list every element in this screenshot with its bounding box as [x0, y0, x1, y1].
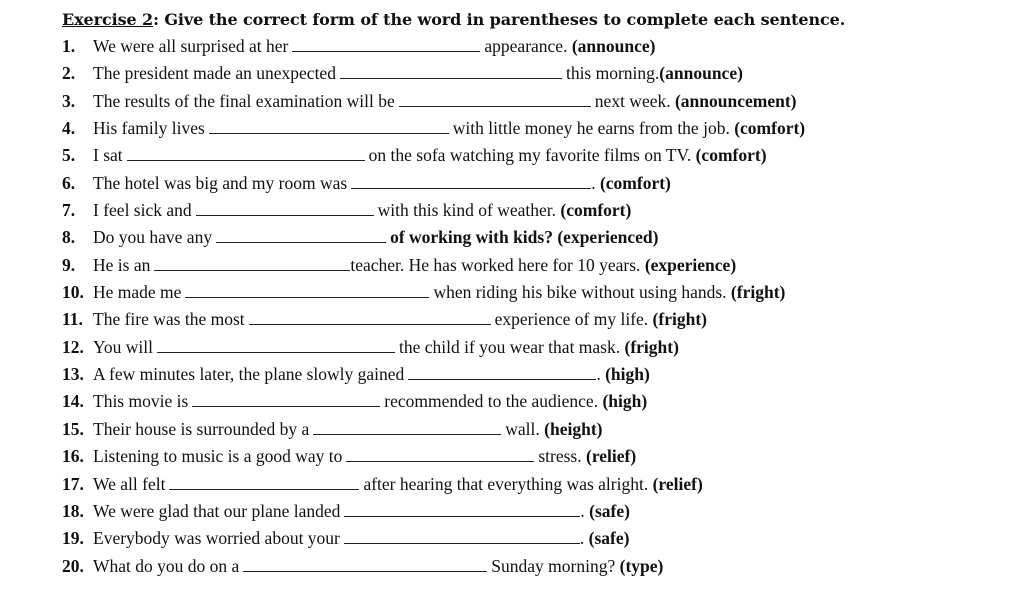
- answer-blank[interactable]: [344, 502, 580, 517]
- word-hint: (safe): [589, 500, 630, 521]
- item-number: 11.: [62, 309, 83, 330]
- item-number: 17.: [62, 473, 84, 494]
- item-text-after: on the sofa watching my favorite films on TV.: [368, 145, 692, 166]
- item-text-after: with little money he earns from the job.: [452, 118, 730, 139]
- answer-blank[interactable]: [169, 475, 359, 490]
- item-text-after: Sunday morning?: [491, 555, 616, 576]
- item-text-before: The hotel was big and my room was: [93, 172, 348, 193]
- item-text-before: The fire was the most: [93, 309, 245, 330]
- exercise-item: [62, 60, 962, 87]
- item-text-before: Everybody was worried about your: [93, 528, 340, 549]
- item-text-before: We were glad that our plane landed: [93, 500, 341, 521]
- item-number: 14.: [62, 391, 84, 412]
- answer-blank[interactable]: [157, 338, 395, 353]
- item-text-before: Do you have any: [93, 227, 213, 248]
- word-hint: (type): [619, 555, 664, 576]
- item-text-after: .: [591, 172, 596, 193]
- answer-blank[interactable]: [313, 420, 501, 435]
- exercise-item: [62, 115, 962, 142]
- exercise-item: [62, 525, 962, 552]
- item-text-after: stress.: [538, 446, 582, 467]
- item-text-after: wall.: [505, 418, 540, 439]
- item-number: 1.: [62, 36, 76, 56]
- answer-blank[interactable]: [346, 447, 534, 462]
- item-text-after: after hearing that everything was alright.: [363, 473, 649, 494]
- item-number: 5.: [62, 145, 76, 166]
- answer-blank[interactable]: [399, 92, 591, 107]
- item-number: 13.: [62, 364, 84, 385]
- item-number: 2.: [62, 63, 76, 84]
- word-hint: (announce): [571, 36, 656, 56]
- exercise-item: [62, 224, 962, 251]
- item-number: 18.: [62, 500, 84, 521]
- word-hint: (safe): [588, 528, 630, 549]
- item-text-after: with this kind of weather.: [377, 200, 557, 221]
- exercise-item: [62, 443, 962, 470]
- item-text-before: You will: [93, 336, 153, 357]
- word-hint: (fright): [624, 336, 679, 357]
- answer-blank[interactable]: [216, 228, 386, 243]
- word-hint: (experienced): [557, 227, 659, 248]
- item-text-before: A few minutes later, the plane slowly gained: [93, 364, 405, 385]
- answer-blank[interactable]: [127, 146, 365, 161]
- exercise-item: [62, 498, 962, 525]
- exercise-item: [62, 388, 962, 415]
- answer-blank[interactable]: [192, 392, 380, 407]
- word-hint: (relief): [586, 446, 637, 467]
- word-hint: (comfort): [560, 200, 632, 221]
- item-text-after: next week.: [594, 90, 671, 111]
- exercise-item: [62, 197, 962, 224]
- item-text-before: I sat: [93, 145, 123, 166]
- word-hint: (high): [602, 391, 648, 412]
- exercise-item: [62, 279, 962, 306]
- exercise-heading: [62, 7, 962, 33]
- worksheet: [62, 7, 962, 580]
- exercise-item: [62, 553, 962, 580]
- word-hint: (comfort): [734, 118, 806, 139]
- item-number: 7.: [62, 200, 76, 221]
- answer-blank[interactable]: [154, 256, 350, 271]
- item-number: 4.: [62, 118, 76, 139]
- item-text-after: .: [579, 528, 585, 549]
- item-text-after: when riding his bike without using hands.: [433, 282, 727, 303]
- item-number: 15.: [62, 418, 84, 439]
- item-number: 10.: [62, 282, 84, 303]
- item-number: 12.: [62, 336, 84, 357]
- item-text-after: experience of my life.: [494, 309, 649, 330]
- word-hint: (announce): [659, 63, 743, 84]
- item-text-before: His family lives: [93, 118, 205, 139]
- item-text-after: teacher. He has worked here for 10 years.: [350, 254, 641, 275]
- answer-blank[interactable]: [408, 365, 596, 380]
- item-number: 20.: [62, 555, 84, 576]
- word-hint: (announcement): [674, 90, 797, 111]
- word-hint: (relief): [652, 473, 703, 494]
- item-number: 6.: [62, 172, 76, 193]
- word-hint: (fright): [730, 282, 786, 303]
- exercise-item: [62, 416, 962, 443]
- item-number: 9.: [62, 254, 76, 275]
- exercise-item: [62, 142, 962, 169]
- item-text-before: We all felt: [93, 473, 166, 494]
- answer-blank[interactable]: [196, 201, 374, 216]
- exercise-item: [62, 88, 962, 115]
- item-text-after: of working with kids?: [390, 227, 553, 248]
- word-hint: (high): [605, 364, 650, 385]
- exercise-instruction: : Give the correct form of the word in parentheses to complete each sentence.: [153, 10, 846, 29]
- item-text-before: What do you do on a: [93, 555, 240, 576]
- answer-blank[interactable]: [344, 529, 580, 544]
- exercise-item: [62, 252, 962, 279]
- exercise-item: [62, 306, 962, 333]
- exercise-item: [62, 170, 962, 197]
- answer-blank[interactable]: [185, 283, 429, 298]
- word-hint: (experience): [644, 254, 737, 275]
- answer-blank[interactable]: [249, 310, 491, 325]
- answer-blank[interactable]: [243, 557, 487, 572]
- exercise-label: Exercise 2: [62, 10, 154, 29]
- answer-blank[interactable]: [340, 64, 562, 79]
- item-text-before: Listening to music is a good way to: [93, 446, 343, 467]
- word-hint: (comfort): [695, 145, 767, 166]
- item-text-before: He is an: [93, 254, 151, 275]
- item-number: 3.: [62, 90, 76, 111]
- word-hint: (fright): [652, 309, 707, 330]
- word-hint: (height): [544, 418, 603, 439]
- exercise-item: [62, 361, 962, 388]
- item-text-after: the child if you wear that mask.: [399, 336, 621, 357]
- item-text-before: We were all surprised at her: [93, 36, 289, 56]
- exercise-item: [62, 33, 962, 60]
- exercise-item: [62, 471, 962, 498]
- exercise-item: [62, 334, 962, 361]
- answer-blank[interactable]: [292, 37, 480, 52]
- item-text-before: He made me: [93, 282, 182, 303]
- item-text-before: I feel sick and: [93, 200, 192, 221]
- item-number: 19.: [62, 528, 84, 549]
- word-hint: (comfort): [599, 172, 671, 193]
- item-text-before: The results of the final examination will be: [93, 90, 395, 111]
- answer-blank[interactable]: [209, 119, 449, 134]
- item-text-before: This movie is: [93, 391, 189, 412]
- item-text-after: recommended to the audience.: [384, 391, 599, 412]
- exercise-list: [62, 33, 962, 580]
- item-text-before: Their house is surrounded by a: [93, 418, 310, 439]
- item-text-after: .: [596, 364, 601, 385]
- item-number: 8.: [62, 227, 76, 248]
- item-text-before: The president made an unexpected: [93, 63, 336, 84]
- item-number: 16.: [62, 446, 84, 467]
- answer-blank[interactable]: [351, 174, 591, 189]
- item-text-after: appearance.: [484, 36, 568, 56]
- item-text-after: .: [580, 500, 585, 521]
- item-text-after: this morning.: [565, 63, 660, 84]
